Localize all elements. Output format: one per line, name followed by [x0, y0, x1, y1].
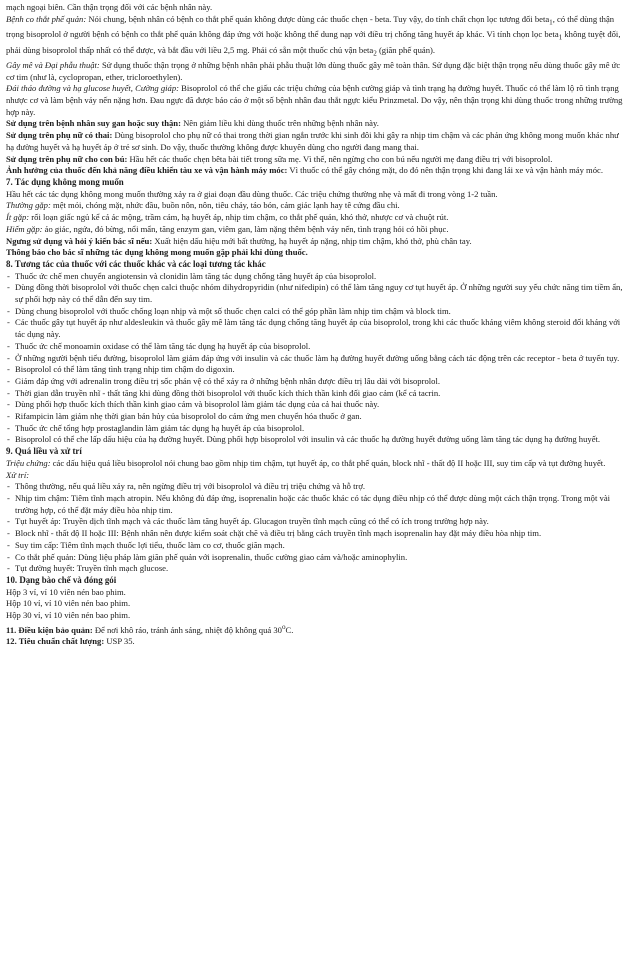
quality-label: 12. Tiêu chuẩn chất lượng:: [6, 636, 105, 647]
list-item: - Rifampicin làm giảm nhẹ thời gian bán hủy của bisoprolol do cảm ứng men chuyển hóa thuốc ở gan.: [6, 411, 628, 423]
common-effects: [6, 200, 628, 212]
bronchospasm-paragraph: [6, 14, 628, 60]
stop-use-text: Xuất hiện dấu hiệu mới bất thường, hạ huyết áp nặng, nhịp tim chậm, khó thở, phù chân tay.: [152, 235, 472, 246]
overdose-symptoms: [6, 458, 628, 470]
list-item: - Dùng đồng thời bisoprolol với thuốc chẹn calci thuộc nhóm dihydropyridin (như nifedipin) có thể làm tăng nguy cơ tụt huyết áp. Ở những người suy yếu chức năng tim tiềm ẩn, sự phối hợp này có thể dẫn đến suy tim.: [6, 282, 628, 305]
section-8-heading: 8. Tương tác của thuốc với các thuốc khác và các loại tương tác khác: [6, 258, 266, 269]
intro-text: mạch ngoại biên. Cần thận trọng đối với các bệnh nhân này.: [6, 2, 213, 12]
lactation-paragraph: [6, 154, 628, 166]
pregnancy-paragraph: [6, 130, 628, 153]
stop-use-label: Ngưng sử dụng và hỏi ý kiến bác sĩ nếu:: [6, 235, 153, 246]
diabetes-text: Bisoprolol có thể che giấu các triệu chứng của bệnh cường giáp và tình trạng hạ đường huyết. Thuốc có thể làm lộ rõ tình trạng nhược cơ và làm bệnh vảy nến nặng hơn. Đau ngực đã được báo cáo ở một số bệnh nhân đau thắt ngực kiểu Prinzmetal. Do vậy, nên thận trọng khi dùng thuốc trong những trường hợp này.: [6, 83, 623, 117]
storage-unit: C.: [285, 624, 294, 635]
bronchospasm-label: Bệnh co thắt phế quản:: [6, 13, 87, 24]
bronchospasm-text-2: , có thể dùng thận trọng bisoprolol ở người bệnh có bệnh co thắt phế quản không đáp ứng với hoặc không thể dung nạp với điều trị chống tăng huyết áp khác. Vì tính chọn lọc beta: [6, 13, 615, 40]
diabetes-paragraph: [6, 83, 628, 118]
storage-text: Để nơi khô ráo, tránh ánh sáng, nhiệt độ không quá 30: [92, 624, 282, 635]
hepatic-paragraph: [6, 118, 628, 130]
list-item: - Thông thường, nếu quá liều xảy ra, nên ngừng điều trị với bisoprolol và điều trị triệu chứng và hỗ trợ.: [6, 481, 628, 493]
anesthesia-label: Gây mê và Đại phẫu thuật:: [6, 59, 100, 70]
degree-mark: o: [281, 622, 286, 631]
stop-use-paragraph: [6, 236, 628, 248]
section-9-heading: 9. Quá liều và xử trí: [6, 446, 82, 457]
storage-label: 11. Điều kiện bảo quản:: [6, 624, 93, 635]
section-7-intro: Hầu hết các tác dụng không mong muốn thường xảy ra ở giai đoạn đầu dùng thuốc. Các triệu chứng thường nhẹ và mất đi trong vòng 1-2 tuần.: [6, 188, 498, 199]
list-item: - Co thắt phế quản: Dùng liệu pháp làm giãn phế quản với isoprenalin, thuốc cường giao cảm và/hoặc aminophylin.: [6, 552, 628, 564]
lactation-text: Hầu hết các thuốc chẹn bêta bài tiết trong sữa mẹ. Vì thế, nên ngừng cho con bú nếu người mẹ đang điều trị với bisoprolol.: [127, 153, 553, 164]
hepatic-label: Sử dụng trên bệnh nhân suy gan hoặc suy thận:: [6, 118, 181, 129]
uncommon-effects: [6, 212, 628, 224]
anesthesia-text: Sử dụng thuốc thận trọng ở những bệnh nhân phải phẫu thuật lớn dùng thuốc gây mê toàn thân. Sử dụng đặc biệt thận trọng nếu dùng thuốc gây mê ức cơ tim (như là, cyclopropan, ether, tricloroethylen).: [6, 59, 621, 82]
common-label: Thường gặp:: [6, 200, 51, 211]
list-item: - Thuốc ức chế monoamin oxidase có thể làm tăng tác dụng hạ huyết áp của bisoprolol.: [6, 341, 628, 353]
section-10-heading: 10. Dạng bào chế và đóng gói: [6, 574, 117, 585]
interactions-list: [6, 271, 628, 447]
package-line: Hộp 3 vỉ, vỉ 10 viên nén bao phim.: [6, 586, 126, 597]
uncommon-label: Ít gặp:: [6, 212, 30, 223]
beta-subscript-1: 1: [549, 18, 553, 27]
driving-label: Ảnh hưởng của thuốc đến khả năng điều khiển tàu xe và vận hành máy móc:: [6, 165, 288, 176]
notify-doctor-text: Thông báo cho bác sĩ những tác dụng không mong muốn gặp phải khi dùng thuốc.: [6, 247, 308, 258]
treatment-label: Xử trí:: [6, 469, 30, 480]
hepatic-text: Nên giảm liều khi dùng thuốc trên những bệnh nhân này.: [180, 118, 379, 129]
section-7-heading: 7. Tác dụng không mong muốn: [6, 177, 124, 187]
leaflet-page: [6, 2, 628, 648]
list-item: - Dùng chung bisoprolol với thuốc chống loạn nhịp và một số thuốc chẹn calci có thể góp phần làm nhịp tim chậm và block tim.: [6, 306, 628, 318]
list-item: - Thuốc ức chế tổng hợp prostaglandin làm giảm tác dụng hạ huyết áp của bisoprolol.: [6, 423, 628, 435]
list-item: - Suy tim cấp: Tiêm tĩnh mạch thuốc lợi tiểu, thuốc làm co cơ, thuốc giãn mạch.: [6, 540, 628, 552]
quality-paragraph: [6, 636, 628, 648]
driving-text: Vì thuốc có thể gây chóng mặt, do đó nên thận trọng khi đang lái xe và vận hành máy móc.: [287, 165, 603, 176]
anesthesia-paragraph: [6, 60, 628, 83]
storage-paragraph: [6, 622, 628, 637]
list-item: - Dùng phối hợp thuốc kích thích thần kinh giao cảm và bisoprolol làm giảm tác dụng của cả hai thuốc này.: [6, 399, 628, 411]
treatment-list: [6, 481, 628, 575]
beta-subscript-2: 1: [558, 33, 563, 42]
pregnancy-text: Dùng bisoprolol cho phụ nữ có thai trong thời gian ngắn trước khi sinh đôi khi gây ra nhịp tim chậm và các phản ứng không mong muốn khác như hạ đường huyết và hạ huyết áp ở trẻ sơ sinh. Do vậy, thuốc thường không được khuyên dùng cho người đang mang thai.: [6, 130, 619, 152]
beta-subscript-3: 2: [373, 49, 377, 58]
bronchospasm-text-4: (giãn phế quản).: [376, 44, 436, 55]
pregnancy-label: Sử dụng trên phụ nữ có thai:: [6, 130, 113, 141]
list-item: - Thời gian dẫn truyền nhĩ - thất tăng khi dùng đồng thời bisoprolol với thuốc kích thích thần kinh đối giao cảm (kể cả tacrin.: [6, 388, 628, 400]
bronchospasm-text-3: không tuyệt đối, phải dùng bisoprolol thấp nhất có thể được, và bắt đầu với liều 2,5 mg. Phải có sẵn một thuốc chủ vận beta: [6, 29, 621, 55]
uncommon-text: rối loạn giấc ngủ kể cả ác mộng, trầm cảm, hạ huyết áp, nhịp tim chậm, co thắt phế quản, khó thở, nhược cơ và chuột rút.: [29, 212, 449, 223]
list-item: - Tụt huyết áp: Truyền dịch tĩnh mạch và các thuốc làm tăng huyết áp. Glucagon truyền tĩnh mạch cũng có thể có ích trong trường hợp này.: [6, 516, 628, 528]
symptoms-label: Triệu chứng:: [6, 457, 51, 468]
list-item: - Ở những người bệnh tiểu đường, bisoprolol làm giảm đáp ứng với insulin và các thuốc làm hạ đường huyết đường uống bằng cách tác động trên các receptor - beta ở tuyến tụy.: [6, 353, 628, 365]
lactation-label: Sử dụng trên phụ nữ cho con bú:: [6, 153, 128, 164]
list-item: - Bisoprolol có thể che lấp dấu hiệu của hạ đường huyết. Dùng phối hợp bisoprolol với insulin và các thuốc hạ đường huyết đường uống làm tăng tác dụng hạ đường huyết.: [6, 434, 628, 446]
quality-text: USP 35.: [104, 636, 135, 647]
list-item: - Block nhĩ - thất độ II hoặc III: Bệnh nhân nên được kiểm soát chặt chẽ và điều trị bằng cách truyền tĩnh mạch isoprenalin hay đặt máy điều hòa nhịp tim.: [6, 528, 628, 540]
driving-paragraph: [6, 165, 628, 177]
symptoms-text: các dấu hiệu quá liều bisoprolol nói chung bao gồm nhịp tim chậm, tụt huyết áp, co thắt phế quản, block nhĩ - thất độ II hoặc III, suy tim cấp và tụt đường huyết.: [50, 457, 606, 468]
list-item: - Giảm đáp ứng với adrenalin trong điều trị sốc phản vệ có thể xảy ra ở những bệnh nhân được điều trị lâu dài với bisoprolol.: [6, 376, 628, 388]
rare-text: ảo giác, ngứa, đỏ bừng, nổi mẩn, tăng enzym gan, viêm gan, làm nặng thêm bệnh vảy nến, tình trạng hói có hồi phục.: [42, 223, 449, 234]
package-line: Hộp 30 vỉ, vỉ 10 viên nén bao phim.: [6, 610, 131, 621]
package-line: Hộp 10 vỉ, vỉ 10 viên nén bao phim.: [6, 598, 131, 609]
diabetes-label: Đái tháo đường và hạ glucose huyết, Cường giáp:: [6, 83, 179, 94]
list-item: - Nhịp tim chậm: Tiêm tĩnh mạch atropin. Nếu không đủ đáp ứng, isoprenalin hoặc các thuốc khác có tác dụng điều nhịp có thể được dùng một cách thận trọng. Trong một vài trường hợp, có thể đặt máy điều hòa nhịp tim.: [6, 493, 628, 516]
list-item: - Bisoprolol có thể làm tăng tình trạng nhịp tim chậm do digoxin.: [6, 364, 628, 376]
rare-label: Hiếm gặp:: [6, 223, 43, 234]
list-item: - Các thuốc gây tụt huyết áp như aldesleukin và thuốc gây mê làm tăng tác dụng chống tăng huyết áp của bisoprolol, trong khi các thuốc kháng viêm không steroid đối kháng với tác dụng này.: [6, 317, 628, 340]
list-item: - Tụt đường huyết: Truyền tĩnh mạch glucose.: [6, 563, 628, 575]
bronchospasm-text-1: Nói chung, bệnh nhân có bệnh co thắt phế quản không được dùng các thuốc chẹn - beta. Tuy vậy, do tính chất chọn lọc tương đối beta: [86, 13, 550, 24]
common-text: mệt mỏi, chóng mặt, nhức đầu, buồn nôn, nôn, tiêu chảy, táo bón, cảm giác lạnh hay tê cứng đầu chi.: [50, 200, 400, 211]
rare-effects: [6, 224, 628, 236]
list-item: - Thuốc ức chế men chuyển angiotensin và clonidin làm tăng tác dụng chống tăng huyết áp của bisoprolol.: [6, 271, 628, 283]
